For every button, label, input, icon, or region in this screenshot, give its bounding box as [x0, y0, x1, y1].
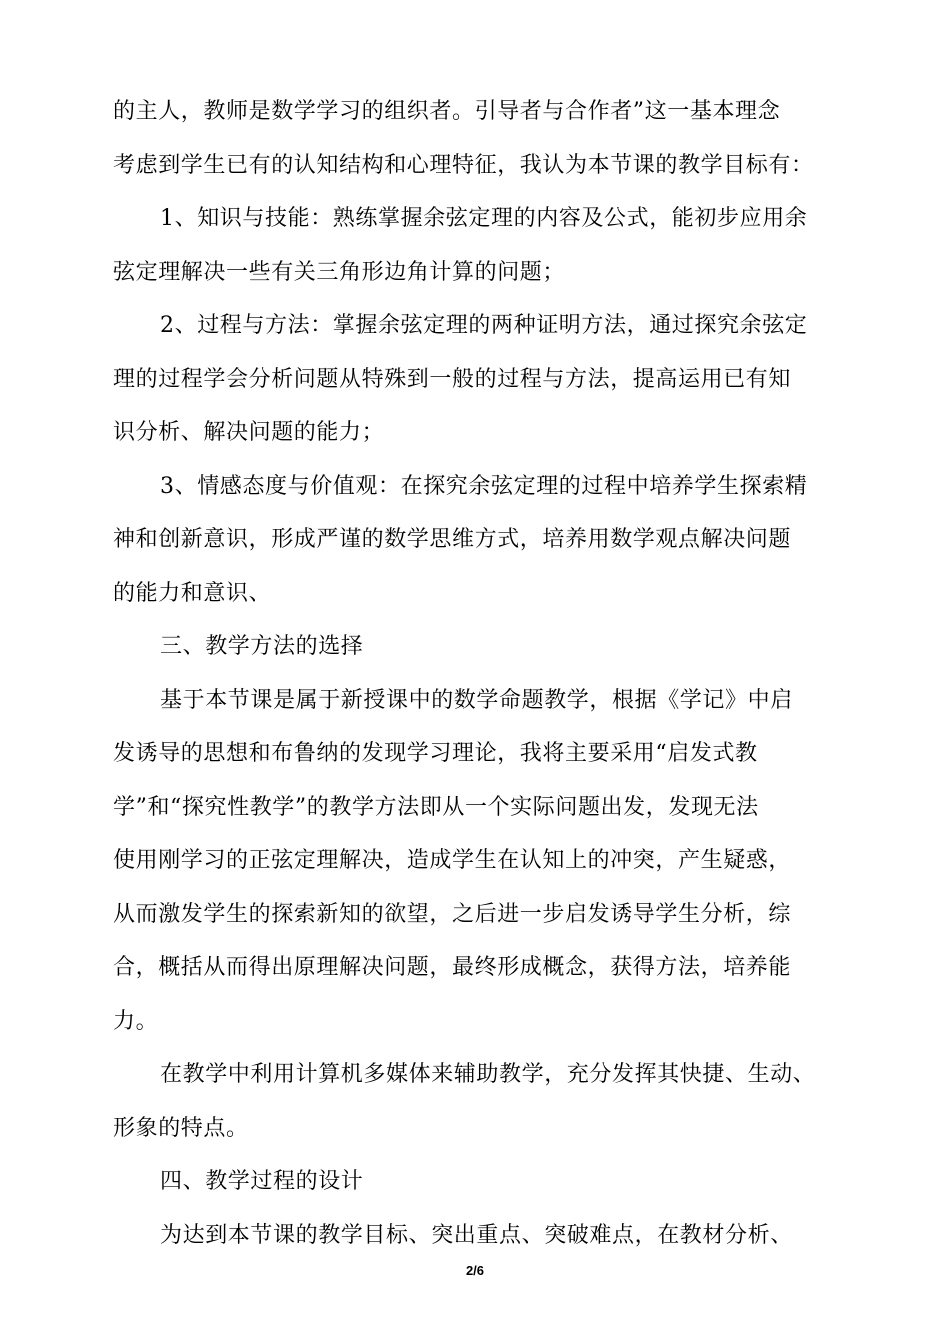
text-line: 使用刚学习的正弦定理解决，造成学生在认知上的冲突，产生疑惑，	[113, 848, 792, 873]
text-line: 形象的特点。	[113, 1115, 249, 1141]
text-line: 基于本节课是属于新授课中的数学命题教学，根据《学记》中启	[160, 687, 793, 713]
text-line: 的能力和意识、	[113, 580, 272, 606]
text-line: 理的过程学会分析问题从特殊到一般的过程与方法，提高运用已有知	[113, 366, 792, 392]
text-line: 2、过程与方法：掌握余弦定理的两种证明方法，通过探究余弦定	[160, 313, 808, 338]
text-line: 学”和“探究性教学”的教学方法即从一个实际问题出发，发现无法	[113, 794, 759, 820]
text-line: 神和创新意识，形成严谨的数学思维方式，培养用数学观点解决问题	[113, 527, 792, 552]
section-heading-teaching-method	[113, 620, 843, 674]
text-line: 弦定理解决一些有关三角形边角计算的问题；	[113, 259, 566, 285]
document-body	[113, 85, 843, 1262]
section-heading-teaching-process	[113, 1155, 843, 1209]
text-line: 3、情感态度与价值观：在探究余弦定理的过程中培养学生探索精	[160, 473, 808, 499]
text-line: 1、知识与技能：熟练掌握余弦定理的内容及公式，能初步应用余	[160, 206, 808, 231]
paragraph-multimedia	[113, 1048, 843, 1155]
text-line: 合，概括从而得出原理解决问题，最终形成概念，获得方法，培养能	[113, 955, 792, 980]
page-number: 2/6	[465, 1263, 485, 1278]
text-line: 的主人，教师是数学学习的组织者。引导者与合作者”这一基本理念	[113, 99, 781, 124]
text-line: 在教学中利用计算机多媒体来辅助教学，充分发挥其快捷、生动、	[160, 1062, 816, 1087]
section-heading: 四、教学过程的设计	[160, 1169, 364, 1194]
paragraph-intro-continuation	[113, 85, 843, 192]
paragraph-teaching-method	[113, 674, 843, 1049]
paragraph-teaching-process	[113, 1209, 843, 1263]
text-line: 为达到本节课的教学目标、突出重点、突破难点，在教材分析、	[160, 1222, 793, 1248]
paragraph-goal-process	[113, 299, 843, 460]
paragraph-goal-knowledge	[113, 192, 843, 299]
text-line: 识分析、解决问题的能力；	[113, 420, 385, 445]
text-line: 力。	[113, 1008, 159, 1034]
text-line: 发诱导的思想和布鲁纳的发现学习理论，我将主要采用“启发式教	[113, 741, 758, 766]
paragraph-goal-attitude	[113, 460, 843, 621]
text-line: 考虑到学生已有的认知结构和心理特征，我认为本节课的教学目标有：	[113, 152, 814, 178]
text-line: 从而激发学生的探索新知的欲望，之后进一步启发诱导学生分析，综	[113, 901, 792, 927]
section-heading: 三、教学方法的选择	[160, 634, 364, 659]
